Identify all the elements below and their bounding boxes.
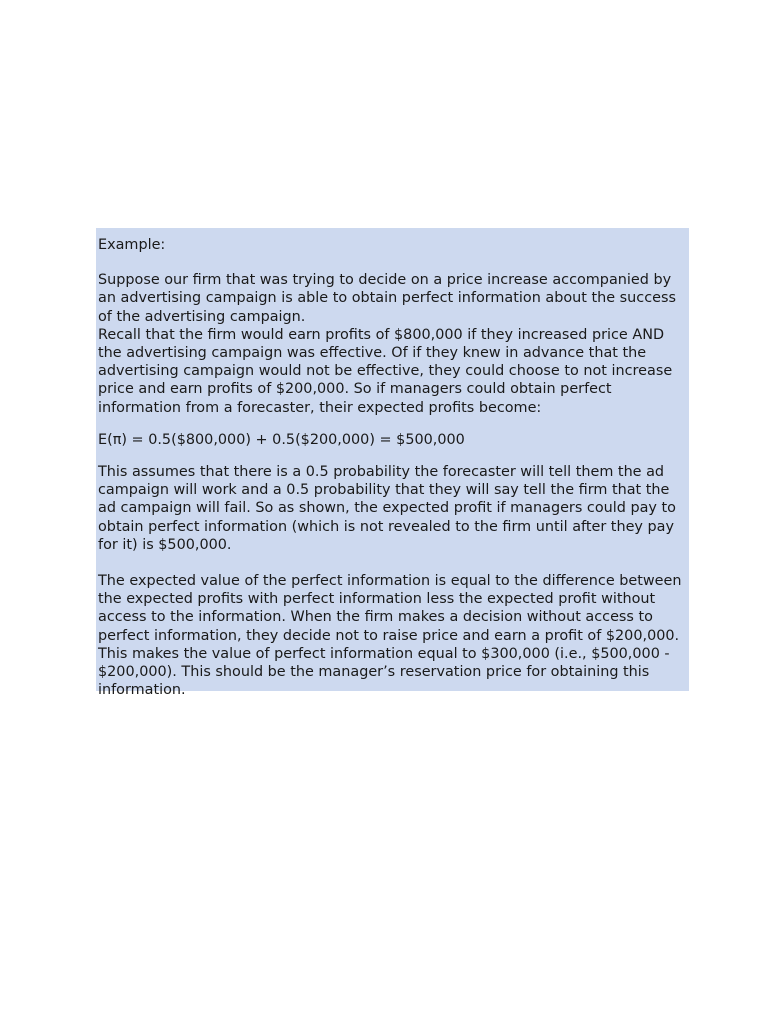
paragraph-assumption: This assumes that there is a 0.5 probability the forecaster will tell them the ad campaign will work and a 0.5 probability that they will say tell the firm that the ad campaign will fail. So as shown, the expected profit if managers could pay to obtain perfect information (which is not revealed to the firm until after they pay for it) is $500,000.: [98, 464, 676, 553]
paragraph-setup: Suppose our firm that was trying to decide on a price increase accompanied by an advertising campaign is able to obtain perfect information about the success of the advertising campaign.: [98, 272, 676, 325]
example-heading: Example:: [98, 237, 166, 253]
paragraph-value-of-information: The expected value of the perfect information is equal to the difference between the expected profits with perfect information less the expected profit without access to the information. When the firm makes a decision without access to perfect information, they decide not to raise price and earn a profit of $200,000. This makes the value of perfect information equal to $300,000 (i.e., $500,000 - $200,000). This should be the manager’s reservation price for obtaining this information.: [98, 573, 682, 699]
expected-profit-formula: E(π) = 0.5($800,000) + 0.5($200,000) = $500,000: [98, 431, 465, 448]
paragraph-recall: Recall that the firm would earn profits of $800,000 if they increased price AND the advertising campaign was effective. Of if they knew in advance that the advertising campaign would not be effective, they could choose to not increase price and earn profits of $200,000. So if managers could obtain perfect information from a forecaster, their expected profits become:: [98, 326, 673, 416]
example-box: [96, 228, 689, 699]
